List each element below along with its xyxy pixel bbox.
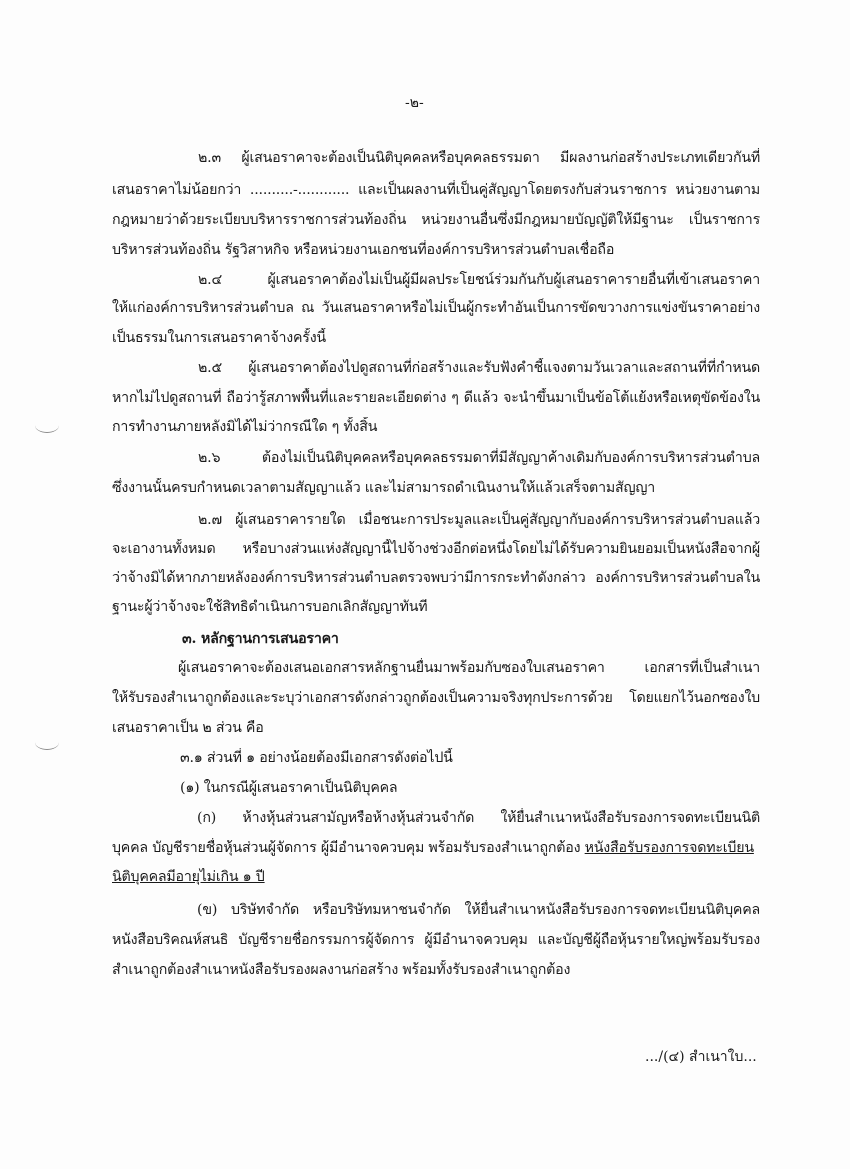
clause-2-3-line-3: กฎหมายว่าด้วยระเบียบบริหารราชการส่วนท้องถิ่น หน่วยงานอื่นซึ่งมีกฎหมายบัญญัติให้มีฐานะ เป็นราชการ <box>112 212 760 228</box>
clause-2-6-line-1: ๒.๖ ต้องไม่เป็นนิติบุคคลหรือบุคคลธรรมดาที่มีสัญญาค้างเดิมกับองค์การบริหารส่วนตำบล <box>198 450 760 466</box>
underlined-requirement: หนังสือรับรองการจดทะเบียน <box>584 840 754 856</box>
section-3-heading: ๓. หลักฐานการเสนอราคา <box>182 631 339 647</box>
section-3-para-line-2: ให้รับรองสำเนาถูกต้องและระบุว่าเอกสารดังกล่าวถูกต้องเป็นความจริงทุกประการด้วย โดยแยกไว้นอกซองใบ <box>112 690 760 706</box>
clause-2-5-line-3: การทำงานภายหลังมิได้ไม่ว่ากรณีใด ๆ ทั้งสิ้น <box>112 419 378 435</box>
clause-2-3-line-4: บริหารส่วนท้องถิ่น รัฐวิสาหกิจ หรือหน่วยงานเอกชนที่องค์การบริหารส่วนตำบลเชื่อถือ <box>112 242 615 258</box>
section-3-para-line-1: ผู้เสนอราคาจะต้องเสนอเอกสารหลักฐานยื่นมาพร้อมกับซองใบเสนอราคา เอกสารที่เป็นสำเนา <box>178 660 760 676</box>
clause-a-line-2 <box>112 838 760 858</box>
clause-2-5-line-1: ๒.๕ ผู้เสนอราคาต้องไปดูสถานที่ก่อสร้างและรับฟังคำชี้แจงตามวันเวลาและสถานที่ที่กำหนด <box>198 360 760 376</box>
page-number: -๒- <box>405 95 424 111</box>
page-footer-continuation: .../(๔) สำเนาใบ... <box>645 1049 757 1065</box>
clause-2-7-line-3: ว่าจ้างมิได้หากภายหลังองค์การบริหารส่วนตำบลตรวจพบว่ามีการกระทำดังกล่าว องค์การบริหารส่วนตำบลใน <box>112 570 760 586</box>
clause-2-5-line-2: หากไม่ไปดูสถานที่ ถือว่ารู้สภาพพื้นที่และรายละเอียดต่าง ๆ ดีแล้ว จะนำขึ้นมาเป็นข้อโต้แย้งหรือเหตุขัดข้องใน <box>112 390 760 406</box>
clause-2-4-line-1: ๒.๔ ผู้เสนอราคาต้องไม่เป็นผู้มีผลประโยชน์ร่วมกันกับผู้เสนอราคารายอื่นที่เข้าเสนอราคา <box>198 272 760 288</box>
clause-a-line-2-text: บุคคล บัญชีรายชื่อหุ้นส่วนผู้จัดการ ผู้มีอำนาจควบคุม พร้อมรับรองสำเนาถูกต้อง <box>112 840 581 856</box>
punch-hole-mark <box>35 735 59 750</box>
clause-2-4-line-3: เป็นธรรมในการเสนอราคาจ้างครั้งนี้ <box>112 330 326 346</box>
clause-2-7-line-1: ๒.๗ ผู้เสนอราคารายใด เมื่อชนะการประมูลและเป็นคู่สัญญากับองค์การบริหารส่วนตำบลแล้ว <box>198 512 760 528</box>
clause-b-line-2: หนังสือบริคณห์สนธิ บัญชีรายชื่อกรรมการผู้จัดการ ผู้มีอำนาจควบคุม และบัญชีผู้ถือหุ้นรายใหญ่พร้อมรับรอง <box>112 932 760 948</box>
clause-a-line-3-underlined: นิติบุคคลมีอายุไม่เกิน ๑ ปี <box>112 869 265 885</box>
clause-3-1: ๓.๑ ส่วนที่ ๑ อย่างน้อยต้องมีเอกสารดังต่อไปนี้ <box>180 750 453 766</box>
clause-a-line-1: (ก) ห้างหุ้นส่วนสามัญหรือห้างหุ้นส่วนจำกัด ให้ยื่นสำเนาหนังสือรับรองการจดทะเบียนนิติ <box>197 810 760 826</box>
clause-2-4-line-2: ให้แก่องค์การบริหารส่วนตำบล ณ วันเสนอราคาหรือไม่เป็นผู้กระทำอันเป็นการขัดขวางการแข่งขันราคาอย่าง <box>112 300 760 316</box>
clause-2-6-line-2: ซึ่งงานนั้นครบกำหนดเวลาตามสัญญาแล้ว และไม่สามารถดำเนินงานให้แล้วเสร็จตามสัญญา <box>112 480 655 496</box>
clause-2-7-line-2: จะเอางานทั้งหมด หรือบางส่วนแห่งสัญญานี้ไปจ้างช่วงอีกต่อหนึ่งโดยไม่ได้รับความยินยอมเป็นหนังสือจากผู้ <box>112 541 760 557</box>
clause-2-3-line-2: เสนอราคาไม่น้อยกว่า ..........-............ และเป็นผลงานที่เป็นคู่สัญญาโดยตรงกับส่วนราชการ หน่วยงานตาม <box>112 182 760 198</box>
clause-2-3-line-1: ๒.๓ ผู้เสนอราคาจะต้องเป็นนิติบุคคลหรือบุคคลธรรมดา มีผลงานก่อสร้างประเภทเดียวกันที่ <box>198 150 760 166</box>
clause-b-line-1: (ข) บริษัทจำกัด หรือบริษัทมหาชนจำกัด ให้ยื่นสำเนาหนังสือรับรองการจดทะเบียนนิติบุคคล <box>197 902 760 918</box>
punch-hole-mark <box>35 418 59 433</box>
clause-2-7-line-4: ฐานะผู้ว่าจ้างจะใช้สิทธิดำเนินการบอกเลิกสัญญาทันที <box>112 599 428 615</box>
clause-b-line-3: สำเนาถูกต้องสำเนาหนังสือรับรองผลงานก่อสร้าง พร้อมทั้งรับรองสำเนาถูกต้อง <box>112 962 571 978</box>
section-3-para-line-3: เสนอราคาเป็น ๒ ส่วน คือ <box>112 720 264 736</box>
clause-3-1-1: (๑) ในกรณีผู้เสนอราคาเป็นนิติบุคคล <box>180 780 398 796</box>
